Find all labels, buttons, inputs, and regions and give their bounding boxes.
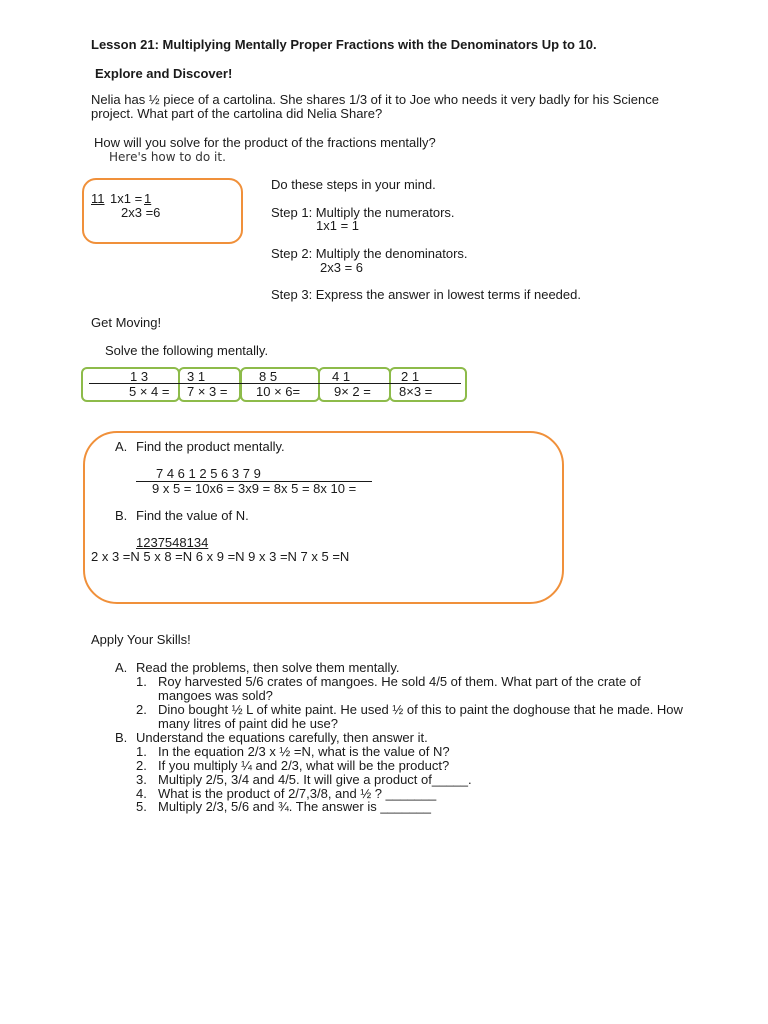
apply-b-item-2-number: 2. <box>136 758 147 773</box>
problem-3-numerators: 8 5 <box>259 369 278 384</box>
story-line-1: Nelia has ½ piece of a cartolina. She shares 1/3 of it to Joe who needs it very badly for his Science <box>91 92 659 107</box>
apply-a-item-2-line-1: Dino bought ½ L of white paint. He used ½ of this to paint the doghouse that he made. How <box>158 702 683 717</box>
apply-b-item-2: If you multiply ¼ and 2/3, what will be the product? <box>158 758 450 773</box>
problem-2-denominators: 7 × 3 = <box>187 384 228 399</box>
apply-b-item-3-number: 3. <box>136 772 147 787</box>
step-1-calc: 1x1 = 1 <box>316 218 360 233</box>
apply-a-item-2-number: 2. <box>136 702 147 717</box>
get-moving-instruction: Solve the following mentally. <box>105 343 269 358</box>
steps-intro: Do these steps in your mind. <box>271 177 436 192</box>
example-numerator-c: 1 <box>144 191 152 206</box>
practice-a-text: Find the product mentally. <box>136 439 285 454</box>
practice-b-numerators: 1237548134 <box>136 535 209 550</box>
page-title: Lesson 21: Multiplying Mentally Proper Fractions with the Denominators Up to 10. <box>91 37 597 52</box>
apply-b-item-3: Multiply 2/5, 3/4 and 4/5. It will give a product of_____. <box>158 772 472 787</box>
problem-4-denominators: 9× 2 = <box>334 384 371 399</box>
problem-1-numerators: 1 3 <box>130 369 149 384</box>
problem-4-numerators: 4 1 <box>332 369 351 384</box>
apply-b-item-1-number: 1. <box>136 744 147 759</box>
practice-a-denominators: 9 x 5 = 10x6 = 3x9 = 8x 5 = 8x 10 = <box>152 481 357 496</box>
step-3: Step 3: Express the answer in lowest terms if needed. <box>271 287 581 302</box>
problem-5-numerators: 2 1 <box>401 369 420 384</box>
example-numerator-b: 1x1 = <box>110 191 143 206</box>
apply-b-label: B. <box>115 730 128 745</box>
apply-a-label: A. <box>115 660 128 675</box>
method-question: How will you solve for the product of the fractions mentally? <box>94 135 436 150</box>
apply-a-item-1-number: 1. <box>136 674 147 689</box>
problem-5-denominators: 8×3 = <box>399 384 433 399</box>
apply-b-item-5: Multiply 2/3, 5/6 and ¾. The answer is _______ <box>158 799 431 814</box>
apply-a-text: Read the problems, then solve them mentally. <box>136 660 400 675</box>
problem-1-denominators: 5 × 4 = <box>129 384 170 399</box>
problem-2-numerators: 3 1 <box>187 369 206 384</box>
apply-a-item-1-line-2: mangoes was sold? <box>158 688 273 703</box>
practice-b-text: Find the value of N. <box>136 508 249 523</box>
apply-b-item-1: In the equation 2/3 x ½ =N, what is the value of N? <box>158 744 450 759</box>
practice-b-denominators: 2 x 3 =N 5 x 8 =N 6 x 9 =N 9 x 3 =N 7 x 5 =N <box>91 549 350 564</box>
example-numerator-a: 11 <box>91 191 105 206</box>
practice-b-label: B. <box>115 508 128 523</box>
get-moving-heading: Get Moving! <box>91 315 162 330</box>
story-line-2: project. What part of the cartolina did Nelia Share? <box>91 106 383 121</box>
practice-a-label: A. <box>115 439 128 454</box>
step-1: Step 1: Multiply the numerators. <box>271 205 455 220</box>
example-box <box>82 178 243 244</box>
practice-a-numerators: 7 4 6 1 2 5 6 3 7 9 <box>156 466 261 481</box>
explore-heading: Explore and Discover! <box>95 66 233 81</box>
step-2-calc: 2x3 = 6 <box>320 260 364 275</box>
problem-3-denominators: 10 × 6= <box>256 384 301 399</box>
step-2: Step 2: Multiply the denominators. <box>271 246 468 261</box>
apply-b-item-5-number: 5. <box>136 799 147 814</box>
apply-heading: Apply Your Skills! <box>91 632 191 647</box>
apply-a-item-2-line-2: many litres of paint did he use? <box>158 716 338 731</box>
apply-a-item-1-line-1: Roy harvested 5/6 crates of mangoes. He sold 4/5 of them. What part of the crate of <box>158 674 641 689</box>
method-hint: Here's how to do it. <box>109 150 226 164</box>
example-denominator: 2x3 =6 <box>121 205 161 220</box>
apply-b-text: Understand the equations carefully, then answer it. <box>136 730 428 745</box>
apply-b-item-4-number: 4. <box>136 786 147 801</box>
apply-b-item-4: What is the product of 2/7,3/8, and ½ ? _______ <box>158 786 437 801</box>
